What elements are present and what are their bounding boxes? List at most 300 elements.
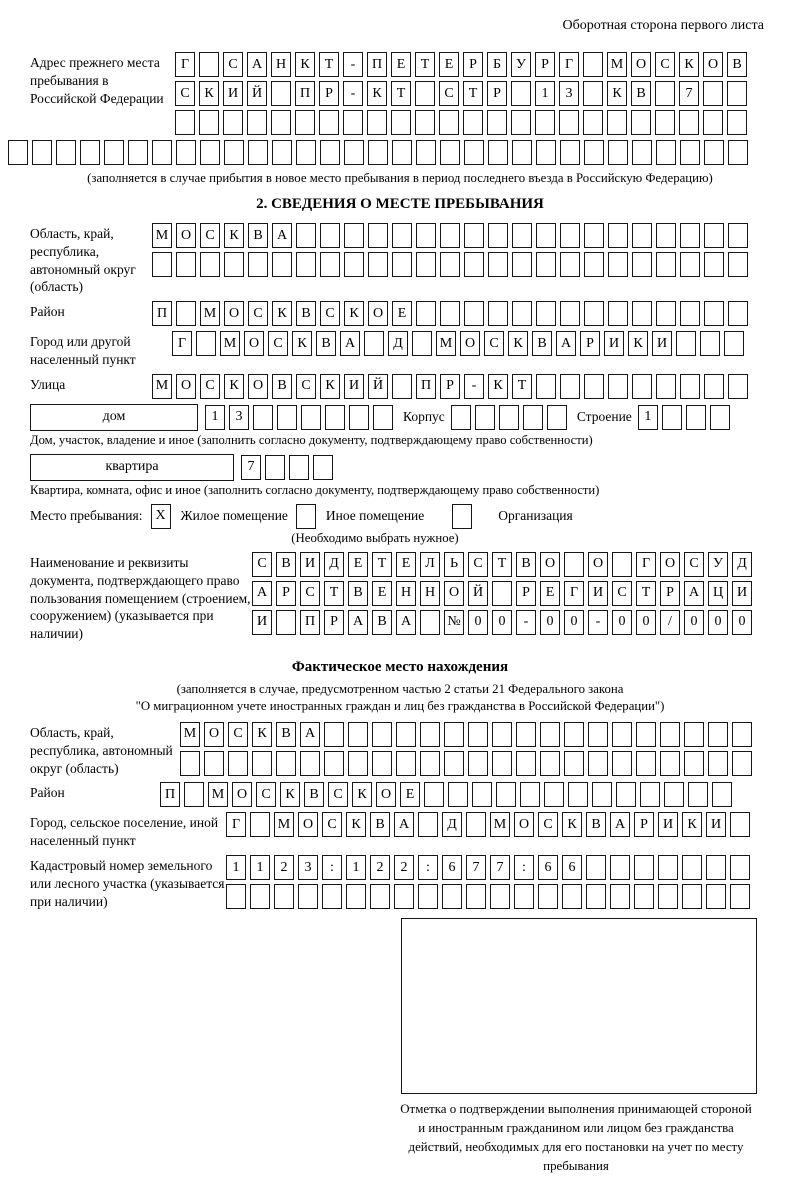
char-cell[interactable] — [298, 884, 318, 909]
char-cell[interactable] — [540, 722, 560, 747]
char-cell[interactable]: К — [508, 331, 528, 356]
char-cell[interactable]: - — [588, 610, 608, 635]
char-cell[interactable]: С — [296, 374, 316, 399]
char-cell[interactable] — [724, 331, 744, 356]
char-cell[interactable]: К — [367, 81, 387, 106]
char-cell[interactable]: М — [208, 782, 228, 807]
char-cell[interactable]: С — [300, 581, 320, 606]
char-cell[interactable] — [8, 140, 28, 165]
char-cell[interactable]: К — [252, 722, 272, 747]
char-cell[interactable] — [448, 782, 468, 807]
char-cell[interactable] — [296, 223, 316, 248]
char-cell[interactable] — [676, 331, 696, 356]
char-cell[interactable] — [468, 751, 488, 776]
char-cell[interactable]: - — [343, 81, 363, 106]
char-cell[interactable] — [391, 110, 411, 135]
char-cell[interactable]: А — [247, 52, 267, 77]
char-cell[interactable] — [512, 223, 532, 248]
char-cell[interactable] — [248, 252, 268, 277]
char-cell[interactable]: С — [256, 782, 276, 807]
char-cell[interactable] — [710, 405, 730, 430]
char-cell[interactable] — [523, 405, 543, 430]
char-cell[interactable] — [512, 252, 532, 277]
char-cell[interactable] — [488, 140, 508, 165]
char-cell[interactable]: 7 — [466, 855, 486, 880]
char-cell[interactable]: Е — [396, 552, 416, 577]
char-cell[interactable] — [295, 110, 315, 135]
char-cell[interactable]: О — [176, 223, 196, 248]
char-cell[interactable]: Д — [442, 812, 462, 837]
char-cell[interactable] — [682, 855, 702, 880]
char-cell[interactable] — [343, 110, 363, 135]
char-cell[interactable]: X — [151, 504, 171, 529]
char-cell[interactable] — [559, 110, 579, 135]
char-cell[interactable]: М — [490, 812, 510, 837]
char-cell[interactable] — [688, 782, 708, 807]
char-cell[interactable] — [372, 751, 392, 776]
char-cell[interactable]: А — [348, 610, 368, 635]
char-cell[interactable]: Й — [468, 581, 488, 606]
char-cell[interactable] — [424, 782, 444, 807]
char-cell[interactable] — [56, 140, 76, 165]
char-cell[interactable]: В — [304, 782, 324, 807]
char-cell[interactable] — [492, 722, 512, 747]
char-cell[interactable] — [416, 140, 436, 165]
char-cell[interactable]: В — [272, 374, 292, 399]
char-cell[interactable] — [466, 884, 486, 909]
char-cell[interactable] — [583, 110, 603, 135]
char-cell[interactable] — [592, 782, 612, 807]
char-cell[interactable]: Д — [732, 552, 752, 577]
char-cell[interactable]: К — [344, 301, 364, 326]
char-cell[interactable]: С — [484, 331, 504, 356]
char-cell[interactable]: Р — [634, 812, 654, 837]
char-cell[interactable] — [706, 884, 726, 909]
char-cell[interactable] — [452, 504, 472, 529]
char-cell[interactable] — [396, 751, 416, 776]
char-cell[interactable]: К — [224, 223, 244, 248]
char-cell[interactable] — [420, 751, 440, 776]
char-cell[interactable]: О — [540, 552, 560, 577]
char-cell[interactable]: У — [708, 552, 728, 577]
char-cell[interactable]: - — [343, 52, 363, 77]
char-cell[interactable] — [730, 812, 750, 837]
char-cell[interactable] — [370, 884, 390, 909]
char-cell[interactable] — [373, 405, 393, 430]
char-cell[interactable] — [276, 751, 296, 776]
char-cell[interactable]: В — [631, 81, 651, 106]
char-cell[interactable] — [564, 751, 584, 776]
char-cell[interactable] — [196, 331, 216, 356]
char-cell[interactable]: П — [300, 610, 320, 635]
char-cell[interactable] — [464, 252, 484, 277]
char-cell[interactable] — [704, 140, 724, 165]
char-cell[interactable] — [708, 751, 728, 776]
char-cell[interactable] — [176, 301, 196, 326]
char-cell[interactable] — [416, 252, 436, 277]
char-cell[interactable] — [588, 722, 608, 747]
char-cell[interactable] — [584, 252, 604, 277]
char-cell[interactable] — [728, 223, 748, 248]
char-cell[interactable]: 0 — [732, 610, 752, 635]
char-cell[interactable]: М — [152, 374, 172, 399]
char-cell[interactable] — [223, 110, 243, 135]
char-cell[interactable] — [348, 722, 368, 747]
char-cell[interactable]: В — [727, 52, 747, 77]
char-cell[interactable] — [224, 252, 244, 277]
char-cell[interactable]: В — [296, 301, 316, 326]
char-cell[interactable]: Н — [396, 581, 416, 606]
char-cell[interactable] — [568, 782, 588, 807]
char-cell[interactable] — [511, 81, 531, 106]
char-cell[interactable]: А — [252, 581, 272, 606]
char-cell[interactable]: Т — [415, 52, 435, 77]
char-cell[interactable]: 6 — [538, 855, 558, 880]
char-cell[interactable]: В — [276, 722, 296, 747]
char-cell[interactable] — [664, 782, 684, 807]
char-cell[interactable] — [616, 782, 636, 807]
char-cell[interactable]: 6 — [442, 855, 462, 880]
char-cell[interactable] — [656, 223, 676, 248]
char-cell[interactable]: Г — [636, 552, 656, 577]
char-cell[interactable] — [634, 855, 654, 880]
char-cell[interactable]: Е — [372, 581, 392, 606]
char-cell[interactable] — [712, 782, 732, 807]
char-cell[interactable] — [516, 722, 536, 747]
char-cell[interactable]: 0 — [564, 610, 584, 635]
char-cell[interactable]: А — [300, 722, 320, 747]
char-cell[interactable]: 0 — [540, 610, 560, 635]
char-cell[interactable] — [588, 751, 608, 776]
char-cell[interactable]: С — [322, 812, 342, 837]
char-cell[interactable] — [204, 751, 224, 776]
char-cell[interactable]: Д — [388, 331, 408, 356]
char-cell[interactable]: С — [228, 722, 248, 747]
char-cell[interactable]: 6 — [562, 855, 582, 880]
char-cell[interactable]: М — [180, 722, 200, 747]
char-cell[interactable] — [368, 140, 388, 165]
char-cell[interactable]: К — [292, 331, 312, 356]
char-cell[interactable]: А — [556, 331, 576, 356]
char-cell[interactable]: 7 — [679, 81, 699, 106]
char-cell[interactable] — [562, 884, 582, 909]
char-cell[interactable] — [512, 301, 532, 326]
char-cell[interactable] — [727, 81, 747, 106]
char-cell[interactable]: О — [204, 722, 224, 747]
char-cell[interactable] — [274, 884, 294, 909]
char-cell[interactable]: В — [586, 812, 606, 837]
char-cell[interactable]: Р — [463, 52, 483, 77]
char-cell[interactable]: И — [732, 581, 752, 606]
char-cell[interactable] — [728, 252, 748, 277]
char-cell[interactable]: С — [538, 812, 558, 837]
char-cell[interactable]: В — [248, 223, 268, 248]
char-cell[interactable]: А — [684, 581, 704, 606]
char-cell[interactable] — [320, 252, 340, 277]
char-cell[interactable] — [276, 610, 296, 635]
char-cell[interactable]: Г — [564, 581, 584, 606]
char-cell[interactable] — [464, 301, 484, 326]
char-cell[interactable] — [392, 252, 412, 277]
char-cell[interactable] — [704, 252, 724, 277]
char-cell[interactable] — [296, 504, 316, 529]
char-cell[interactable] — [680, 223, 700, 248]
char-cell[interactable]: С — [223, 52, 243, 77]
char-cell[interactable]: 0 — [684, 610, 704, 635]
char-cell[interactable]: Е — [391, 52, 411, 77]
char-cell[interactable]: Е — [439, 52, 459, 77]
char-cell[interactable]: О — [176, 374, 196, 399]
char-cell[interactable]: Р — [324, 610, 344, 635]
char-cell[interactable] — [415, 81, 435, 106]
char-cell[interactable] — [584, 223, 604, 248]
char-cell[interactable] — [394, 884, 414, 909]
char-cell[interactable] — [511, 110, 531, 135]
char-cell[interactable]: В — [276, 552, 296, 577]
char-cell[interactable] — [512, 140, 532, 165]
char-cell[interactable]: 7 — [490, 855, 510, 880]
char-cell[interactable]: И — [344, 374, 364, 399]
char-cell[interactable]: Е — [400, 782, 420, 807]
char-cell[interactable] — [396, 722, 416, 747]
char-cell[interactable]: К — [346, 812, 366, 837]
char-cell[interactable] — [608, 223, 628, 248]
char-cell[interactable] — [560, 374, 580, 399]
char-cell[interactable] — [700, 331, 720, 356]
char-cell[interactable]: В — [532, 331, 552, 356]
char-cell[interactable] — [658, 884, 678, 909]
char-cell[interactable] — [300, 751, 320, 776]
char-cell[interactable]: П — [152, 301, 172, 326]
char-cell[interactable] — [544, 782, 564, 807]
char-cell[interactable]: / — [660, 610, 680, 635]
char-cell[interactable]: К — [272, 301, 292, 326]
char-cell[interactable] — [703, 81, 723, 106]
char-cell[interactable] — [320, 223, 340, 248]
char-cell[interactable]: Р — [535, 52, 555, 77]
char-cell[interactable] — [313, 455, 333, 480]
char-cell[interactable]: К — [320, 374, 340, 399]
char-cell[interactable]: О — [368, 301, 388, 326]
char-cell[interactable]: П — [367, 52, 387, 77]
char-cell[interactable] — [80, 140, 100, 165]
char-cell[interactable] — [344, 223, 364, 248]
char-cell[interactable] — [420, 722, 440, 747]
char-cell[interactable]: Т — [319, 52, 339, 77]
char-cell[interactable] — [271, 81, 291, 106]
char-cell[interactable] — [301, 405, 321, 430]
char-cell[interactable]: К — [224, 374, 244, 399]
char-cell[interactable] — [224, 140, 244, 165]
char-cell[interactable]: С — [248, 301, 268, 326]
char-cell[interactable] — [640, 782, 660, 807]
char-cell[interactable] — [176, 140, 196, 165]
char-cell[interactable]: Н — [271, 52, 291, 77]
char-cell[interactable] — [277, 405, 297, 430]
char-cell[interactable] — [586, 855, 606, 880]
char-cell[interactable]: Т — [636, 581, 656, 606]
char-cell[interactable]: С — [684, 552, 704, 577]
char-cell[interactable] — [680, 140, 700, 165]
char-cell[interactable]: 1 — [535, 81, 555, 106]
char-cell[interactable] — [703, 110, 723, 135]
char-cell[interactable]: К — [628, 331, 648, 356]
char-cell[interactable] — [660, 751, 680, 776]
char-cell[interactable] — [536, 301, 556, 326]
char-cell[interactable]: Р — [276, 581, 296, 606]
char-cell[interactable]: Й — [247, 81, 267, 106]
char-cell[interactable]: - — [516, 610, 536, 635]
char-cell[interactable] — [560, 140, 580, 165]
char-cell[interactable]: Т — [512, 374, 532, 399]
char-cell[interactable] — [660, 722, 680, 747]
char-cell[interactable] — [253, 405, 273, 430]
char-cell[interactable]: : — [514, 855, 534, 880]
char-cell[interactable]: А — [394, 812, 414, 837]
char-cell[interactable] — [412, 331, 432, 356]
char-cell[interactable] — [730, 855, 750, 880]
char-cell[interactable] — [682, 884, 702, 909]
char-cell[interactable] — [679, 110, 699, 135]
char-cell[interactable]: О — [298, 812, 318, 837]
char-cell[interactable] — [272, 140, 292, 165]
char-cell[interactable] — [584, 140, 604, 165]
char-cell[interactable]: К — [352, 782, 372, 807]
char-cell[interactable] — [368, 252, 388, 277]
char-cell[interactable] — [656, 301, 676, 326]
char-cell[interactable]: У — [511, 52, 531, 77]
char-cell[interactable] — [265, 455, 285, 480]
char-cell[interactable] — [560, 252, 580, 277]
char-cell[interactable]: 3 — [559, 81, 579, 106]
char-cell[interactable] — [684, 722, 704, 747]
char-cell[interactable] — [466, 812, 486, 837]
char-cell[interactable] — [247, 110, 267, 135]
char-cell[interactable] — [586, 884, 606, 909]
char-cell[interactable]: К — [682, 812, 702, 837]
char-cell[interactable] — [634, 884, 654, 909]
char-cell[interactable] — [392, 374, 412, 399]
char-cell[interactable] — [612, 552, 632, 577]
char-cell[interactable]: Т — [492, 552, 512, 577]
char-cell[interactable]: 1 — [205, 405, 225, 430]
char-cell[interactable] — [612, 751, 632, 776]
char-cell[interactable] — [728, 140, 748, 165]
char-cell[interactable]: С — [439, 81, 459, 106]
char-cell[interactable] — [248, 140, 268, 165]
char-cell[interactable]: О — [460, 331, 480, 356]
char-cell[interactable]: К — [679, 52, 699, 77]
char-cell[interactable] — [176, 252, 196, 277]
char-cell[interactable] — [344, 140, 364, 165]
char-cell[interactable]: - — [464, 374, 484, 399]
char-cell[interactable] — [583, 52, 603, 77]
char-cell[interactable] — [636, 751, 656, 776]
char-cell[interactable] — [632, 374, 652, 399]
char-cell[interactable] — [520, 782, 540, 807]
char-cell[interactable]: С — [200, 374, 220, 399]
char-cell[interactable]: П — [416, 374, 436, 399]
char-cell[interactable]: 0 — [468, 610, 488, 635]
char-cell[interactable]: В — [516, 552, 536, 577]
char-cell[interactable]: В — [372, 610, 392, 635]
char-cell[interactable]: 1 — [638, 405, 658, 430]
char-cell[interactable] — [704, 374, 724, 399]
char-cell[interactable] — [325, 405, 345, 430]
char-cell[interactable]: О — [703, 52, 723, 77]
char-cell[interactable]: С — [612, 581, 632, 606]
char-cell[interactable] — [200, 140, 220, 165]
char-cell[interactable] — [475, 405, 495, 430]
char-cell[interactable]: И — [300, 552, 320, 577]
char-cell[interactable] — [319, 110, 339, 135]
char-cell[interactable] — [632, 301, 652, 326]
char-cell[interactable]: К — [280, 782, 300, 807]
char-cell[interactable]: 2 — [370, 855, 390, 880]
char-cell[interactable]: И — [588, 581, 608, 606]
char-cell[interactable] — [564, 722, 584, 747]
char-cell[interactable] — [463, 110, 483, 135]
char-cell[interactable]: Н — [420, 581, 440, 606]
char-cell[interactable]: М — [607, 52, 627, 77]
char-cell[interactable] — [464, 223, 484, 248]
char-cell[interactable]: С — [655, 52, 675, 77]
char-cell[interactable]: В — [370, 812, 390, 837]
char-cell[interactable] — [184, 782, 204, 807]
char-cell[interactable]: 2 — [394, 855, 414, 880]
char-cell[interactable] — [708, 722, 728, 747]
char-cell[interactable] — [680, 374, 700, 399]
char-cell[interactable] — [496, 782, 516, 807]
char-cell[interactable] — [128, 140, 148, 165]
char-cell[interactable] — [584, 374, 604, 399]
char-cell[interactable] — [499, 405, 519, 430]
char-cell[interactable]: М — [436, 331, 456, 356]
char-cell[interactable]: С — [268, 331, 288, 356]
registration-stamp-area[interactable] — [401, 918, 757, 1094]
char-cell[interactable]: 1 — [346, 855, 366, 880]
char-cell[interactable] — [372, 722, 392, 747]
char-cell[interactable] — [226, 884, 246, 909]
char-cell[interactable] — [728, 301, 748, 326]
char-cell[interactable]: : — [322, 855, 342, 880]
char-cell[interactable] — [658, 855, 678, 880]
char-cell[interactable]: Л — [420, 552, 440, 577]
char-cell[interactable]: : — [418, 855, 438, 880]
char-cell[interactable] — [560, 301, 580, 326]
char-cell[interactable]: О — [376, 782, 396, 807]
char-cell[interactable]: О — [631, 52, 651, 77]
char-cell[interactable] — [536, 374, 556, 399]
char-cell[interactable]: В — [348, 581, 368, 606]
char-cell[interactable] — [250, 884, 270, 909]
char-cell[interactable] — [732, 722, 752, 747]
char-cell[interactable] — [655, 81, 675, 106]
char-cell[interactable] — [612, 722, 632, 747]
char-cell[interactable]: А — [610, 812, 630, 837]
char-cell[interactable] — [560, 223, 580, 248]
char-cell[interactable] — [686, 405, 706, 430]
char-cell[interactable]: Ц — [708, 581, 728, 606]
char-cell[interactable] — [608, 301, 628, 326]
char-cell[interactable] — [704, 223, 724, 248]
char-cell[interactable] — [324, 722, 344, 747]
char-cell[interactable] — [680, 252, 700, 277]
char-cell[interactable] — [175, 110, 195, 135]
char-cell[interactable] — [632, 140, 652, 165]
char-cell[interactable] — [607, 110, 627, 135]
char-cell[interactable]: А — [272, 223, 292, 248]
